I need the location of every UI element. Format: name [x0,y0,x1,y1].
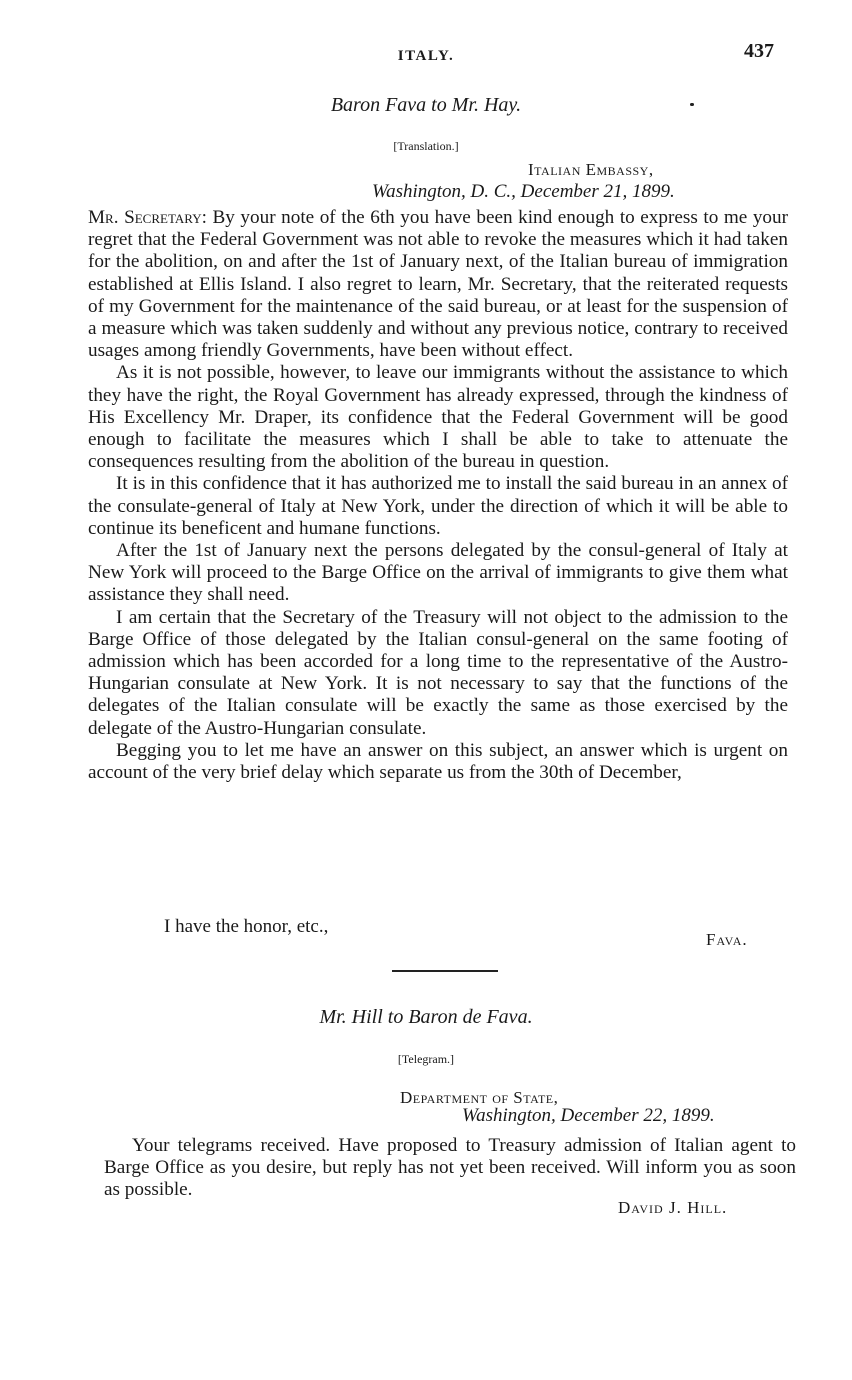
letter1-note: [Translation.] [393,139,459,153]
letter2-sender: Department of State, [400,1088,559,1107]
letter1-paragraph: As it is not possible, however, to leave our immigrants without the assistance to which they have the right, the Royal Government has already expressed, through the kindness of His Excellency Mr. Draper, its confidence that the Federal Government will be good enough to facilitate the measures which I shall be able to take to attenuate the consequences resulting from the abolition of the bureau in question. [88,362,788,473]
page-number: 437 [744,40,774,62]
letter2-heading: Mr. Hill to Baron de Fava. [319,1006,533,1028]
letter2-body [104,1135,796,1202]
letter1-sender: Italian Embassy, [528,160,654,179]
letter1-paragraph: Begging you to let me have an answer on this subject, an answer which is urgent on account of the very brief delay which separate us from the 30th of December, [88,739,788,784]
section-divider [392,970,498,972]
letter1-signature: Fava. [706,930,748,949]
letter1-closing: I have the honor, etc., [164,916,329,937]
letter2-dateline: Washington, December 22, 1899. [462,1105,715,1126]
letter1-paragraph: I am certain that the Secretary of the Treasury will not object to the admission to the Barge Office of those delegated by the Italian consul-general on the same footing of admission which has been accorded for a long time to the representative of the Austro-Hungarian consulate at New York. It is not necessary to say that the functions of the delegates of the Italian consulate will be exactly the same as those exercised by the delegate of the Austro-Hungarian consulate. [88,606,788,739]
letter1-salutation: Mr. Secretary: [88,207,207,228]
letter2-note: [Telegram.] [397,1052,455,1066]
letter1-body [88,207,788,784]
running-head: ITALY. [397,48,455,64]
letter2-signature: David J. Hill. [618,1198,728,1217]
letter1-paragraph: Mr. Secretary: By your note of the 6th you have been kind enough to express to me your regret that the Federal Government was not able to revoke the measures which it had taken for the abolition, on and after the 1st of January next, of the Italian bureau of immigration established at Ellis Island. I also regret to learn, Mr. Secretary, that the reiterated requests of my Government for the maintenance of the said bureau, or at least for the suspension of a measure which was taken suddenly and without any previous notice, contrary to received usages among friendly Governments, have been without effect. [88,207,788,362]
letter1-paragraph: It is in this confidence that it has authorized me to install the said bureau in an annex of the consulate-general of Italy at New York, under the direction of which it will be able to continue its beneficent and humane functions. [88,473,788,539]
letter1-dateline: Washington, D. C., December 21, 1899. [372,181,675,202]
letter2-paragraph: Your telegrams received. Have proposed to Treasury admission of Italian agent to Barge Office as you desire, but reply has not yet been received. Will inform you as soon as possible. [104,1135,796,1201]
letter1-paragraph: After the 1st of January next the persons delegated by the consul-general of Italy at New York will proceed to the Barge Office on the arrival of immigrants to give them what assistance they shall need. [88,540,788,606]
letter1-heading: Baron Fava to Mr. Hay. [330,94,522,116]
